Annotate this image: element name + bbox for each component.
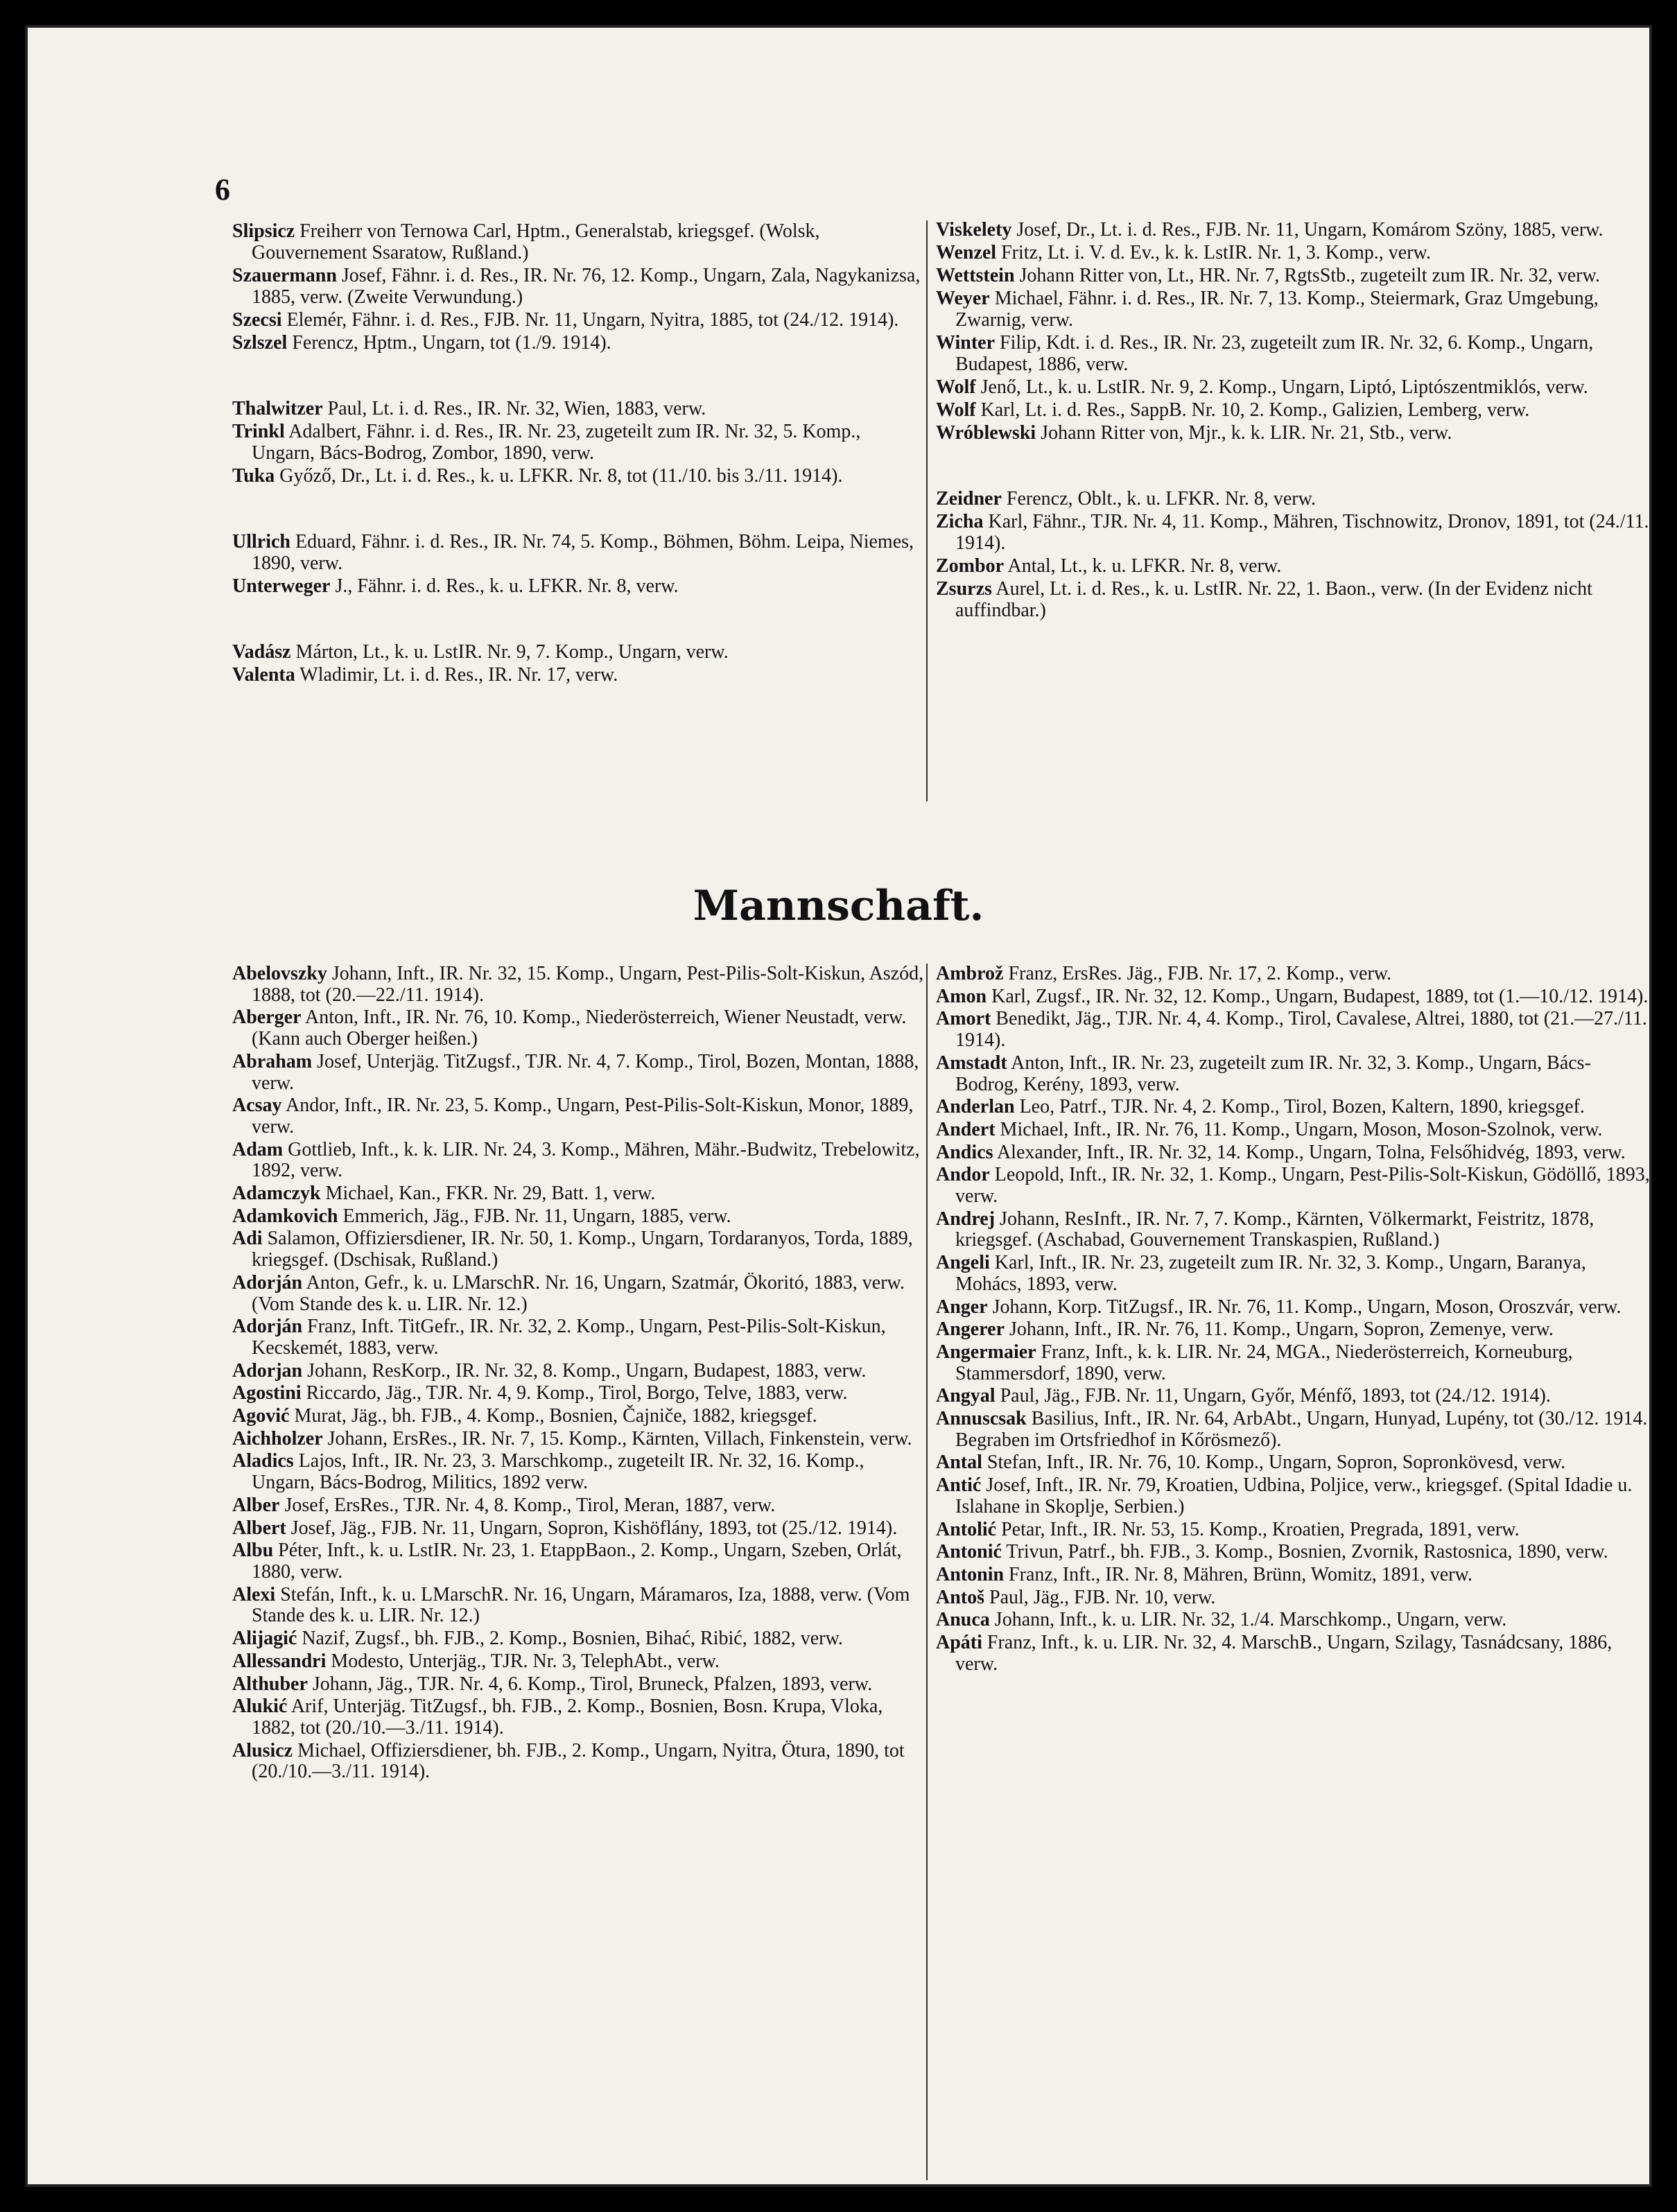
- list-entry: [936, 265, 1650, 286]
- list-entry: [936, 1097, 1650, 1118]
- list-entry: [936, 1120, 1650, 1141]
- entry-surname: Aladics: [232, 1450, 294, 1472]
- entry-details: Freiherr von Ternowa Carl, Hptm., Generalstab, kriegsgef. (Wolsk, Gouvernement Ssaratow, Rußland.): [252, 220, 820, 263]
- list-entry: [936, 1209, 1650, 1251]
- list-entry: [936, 1542, 1650, 1563]
- list-entry: [936, 555, 1650, 577]
- entry-details: Ferencz, Oblt., k. u. LFKR. Nr. 8, verw.: [1006, 488, 1317, 510]
- list-entry: [936, 399, 1650, 421]
- entry-surname: Annuscsak: [936, 1408, 1027, 1430]
- entry-details: Johann, Korp. TitZugsf., IR. Nr. 76, 11. Komp., Ungarn, Moson, Oroszvár, verw.: [992, 1296, 1622, 1318]
- entry-surname: Adorján: [232, 1316, 303, 1338]
- list-entry: [936, 1253, 1650, 1295]
- entry-surname: Ambrož: [936, 963, 1004, 984]
- entry-surname: Szecsi: [232, 309, 282, 331]
- entry-details: Franz, Inft., IR. Nr. 8, Mähren, Brünn, Womitz, 1891, verw.: [1009, 1563, 1472, 1585]
- list-entry: [936, 1386, 1650, 1407]
- entry-details: Anton, Gefr., k. u. LMarschR. Nr. 16, Ungarn, Szatmár, Ökoritó, 1883, verw. (Vom Stande des k. u. LIR. Nr. 12.): [252, 1271, 905, 1315]
- entry-details: Nazif, Zugsf., bh. FJB., 2. Komp., Bosnien, Bihać, Ribić, 1882, verw.: [302, 1628, 843, 1650]
- entry-surname: Winter: [936, 332, 996, 354]
- entry-details: Adalbert, Fähnr. i. d. Res., IR. Nr. 23, zugeteilt zum IR. Nr. 32, 5. Komp., Ungarn, Bács-Bodrog, Zombor, 1890, verw.: [252, 421, 861, 464]
- entry-surname: Abelovszky: [232, 963, 327, 984]
- list-entry: [232, 1228, 926, 1271]
- entry-surname: Viskelety: [936, 219, 1012, 241]
- list-entry: [232, 1628, 926, 1650]
- list-entry: [232, 1518, 926, 1540]
- group-spacer: [232, 488, 926, 531]
- entry-surname: Andor: [936, 1164, 990, 1186]
- list-entry: [936, 511, 1650, 554]
- entry-surname: Antić: [936, 1474, 982, 1497]
- list-entry: [936, 1475, 1650, 1517]
- list-entry: [936, 1610, 1650, 1631]
- list-entry: [232, 1095, 926, 1138]
- list-entry: [936, 1142, 1650, 1164]
- entry-surname: Alijagić: [232, 1628, 297, 1650]
- entry-details: Franz, Inft. TitGefr., IR. Nr. 32, 2. Komp., Ungarn, Pest-Pilis-Solt-Kiskun, Kecskemét, 1883, verw.: [252, 1316, 886, 1359]
- entry-details: Salamon, Offiziersdiener, IR. Nr. 50, 1. Komp., Ungarn, Tordaranyos, Torda, 1889, kriegsgef. (Dschisak, Rußland.): [252, 1228, 913, 1271]
- entry-details: Michael, Inft., IR. Nr. 76, 11. Komp., Ungarn, Moson, Moson-Szolnok, verw.: [1000, 1118, 1603, 1140]
- entry-details: Josef, Unterjäg. TitZugsf., TJR. Nr. 4, 7. Komp., Tirol, Bozen, Montan, 1888, verw.: [252, 1050, 919, 1094]
- list-entry: [232, 1183, 926, 1205]
- entry-surname: Amstadt: [936, 1052, 1007, 1074]
- entry-details: Anton, Inft., IR. Nr. 76, 10. Komp., Niederösterreich, Wiener Neustadt, verw. (Kann auch Oberger heißen.): [252, 1007, 907, 1050]
- entry-surname: Valenta: [232, 664, 295, 686]
- list-entry: [232, 421, 926, 464]
- entry-details: Emmerich, Jäg., FJB. Nr. 11, Ungarn, 1885, verw.: [342, 1205, 731, 1227]
- list-entry: [232, 531, 926, 574]
- entry-details: Alexander, Inft., IR. Nr. 32, 14. Komp., Ungarn, Tolna, Felsőhidvég, 1893, verw.: [996, 1141, 1626, 1163]
- list-entry: [936, 986, 1650, 1008]
- list-entry: [232, 641, 926, 663]
- entry-details: Johann, Inft., IR. Nr. 32, 15. Komp., Ungarn, Pest-Pilis-Solt-Kiskun, Aszód, 1888, tot (20.—22./11. 1914).: [252, 963, 924, 1006]
- entry-details: Eduard, Fähnr. i. d. Res., IR. Nr. 74, 5. Komp., Böhmen, Böhm. Leipa, Niemes, 1890, verw.: [252, 531, 914, 574]
- entry-surname: Anuca: [936, 1609, 990, 1631]
- list-entry: [936, 288, 1650, 331]
- entry-surname: Adam: [232, 1138, 284, 1160]
- entry-surname: Wenzel: [936, 242, 997, 263]
- list-entry: [232, 1007, 926, 1050]
- entry-details: Antal, Lt., k. u. LFKR. Nr. 8, verw.: [1007, 555, 1282, 577]
- entry-surname: Andrej: [936, 1208, 996, 1230]
- list-entry: [232, 1495, 926, 1517]
- list-entry: [936, 1565, 1650, 1586]
- entry-surname: Adorjan: [232, 1359, 303, 1382]
- column-divider-top: [926, 220, 928, 801]
- entry-surname: Wettstein: [936, 265, 1015, 286]
- entry-details: Josef, Fähnr. i. d. Res., IR. Nr. 76, 12. Komp., Ungarn, Zala, Nagykanizsa, 1885, verw. (Zweite Verwundung.): [252, 265, 921, 308]
- list-entry: [232, 265, 926, 308]
- entry-details: Josef, Inft., IR. Nr. 79, Kroatien, Udbina, Poljice, verw., kriegsgef. (Spital Idadie u. Islahane in Skoplje, Serbien.): [955, 1474, 1633, 1517]
- entry-surname: Adamkovich: [232, 1205, 338, 1227]
- entry-surname: Wróblewski: [936, 422, 1036, 444]
- list-entry: [232, 664, 926, 686]
- entry-surname: Agostini: [232, 1382, 302, 1404]
- document-page: [28, 28, 1649, 2184]
- entry-surname: Tuka: [232, 465, 275, 487]
- entry-surname: Angyal: [936, 1385, 996, 1407]
- entry-surname: Zsurzs: [936, 578, 992, 600]
- entry-details: Paul, Jäg., FJB. Nr. 11, Ungarn, Győr, Ménfő, 1893, tot (24./12. 1914).: [1000, 1385, 1551, 1407]
- entry-details: Jenő, Lt., k. u. LstIR. Nr. 9, 2. Komp., Ungarn, Liptó, Liptószentmiklós, verw.: [980, 376, 1588, 398]
- entry-surname: Aberger: [232, 1007, 302, 1029]
- entry-details: Michael, Kan., FKR. Nr. 29, Batt. 1, verw.: [325, 1183, 656, 1205]
- entry-surname: Angerer: [936, 1318, 1005, 1341]
- page-number: 6: [215, 173, 230, 207]
- entry-details: Stefan, Inft., IR. Nr. 76, 10. Komp., Ungarn, Sopron, Sopronkövesd, verw.: [987, 1452, 1566, 1474]
- entry-details: Franz, ErsRes. Jäg., FJB. Nr. 17, 2. Komp., verw.: [1008, 963, 1392, 984]
- entry-surname: Antal: [936, 1452, 982, 1474]
- entry-details: Elemér, Fähnr. i. d. Res., FJB. Nr. 11, Ungarn, Nyitra, 1885, tot (24./12. 1914).: [286, 309, 899, 331]
- entry-surname: Thalwitzer: [232, 398, 323, 419]
- list-entry: [232, 1451, 926, 1493]
- entry-details: Arif, Unterjäg. TitZugsf., bh. FJB., 2. Komp., Bosnien, Bosn. Krupa, Vloka, 1882, tot (20./10.—3./11. 1914).: [252, 1696, 883, 1739]
- list-entry: [232, 964, 926, 1006]
- list-entry: [232, 1429, 926, 1450]
- list-entry: [232, 465, 926, 487]
- list-entry: [936, 1165, 1650, 1207]
- entry-surname: Albu: [232, 1540, 274, 1562]
- entry-details: Trivun, Patrf., bh. FJB., 3. Komp., Bosnien, Zvornik, Rastosnica, 1890, verw.: [1006, 1541, 1608, 1563]
- entry-details: Johann, Inft., k. u. LIR. Nr. 32, 1./4. Marschkomp., Ungarn, verw.: [994, 1609, 1507, 1631]
- list-entry: [936, 242, 1650, 263]
- entry-surname: Antonić: [936, 1541, 1002, 1563]
- entry-details: Johann, Inft., IR. Nr. 76, 11. Komp., Ungarn, Sopron, Zemenye, verw.: [1009, 1318, 1554, 1341]
- entry-surname: Zeidner: [936, 488, 1002, 510]
- list-entry: [232, 1696, 926, 1739]
- group-spacer: [232, 598, 926, 641]
- entry-surname: Althuber: [232, 1673, 308, 1695]
- list-entry: [936, 1452, 1650, 1474]
- entry-surname: Unterweger: [232, 575, 331, 597]
- entry-details: Johann Ritter von, Mjr., k. k. LIR. Nr. 21, Stb., verw.: [1041, 422, 1452, 444]
- entry-details: Karl, Lt. i. d. Res., SappB. Nr. 10, 2. Komp., Galizien, Lemberg, verw.: [980, 399, 1530, 421]
- list-entry: [936, 219, 1650, 241]
- entry-details: Johann, ResKorp., IR. Nr. 32, 8. Komp., Ungarn, Budapest, 1883, verw.: [307, 1359, 867, 1382]
- entry-surname: Wolf: [936, 376, 976, 398]
- entry-details: J., Fähnr. i. d. Res., k. u. LFKR. Nr. 8, verw.: [335, 575, 679, 597]
- crew-column-left: [232, 964, 926, 1784]
- entry-surname: Adi: [232, 1228, 263, 1250]
- entry-surname: Trinkl: [232, 421, 285, 442]
- entry-details: Wladimir, Lt. i. d. Res., IR. Nr. 17, verw.: [299, 664, 618, 686]
- list-entry: [232, 1316, 926, 1359]
- list-entry: [936, 1587, 1650, 1609]
- entry-details: Petar, Inft., IR. Nr. 53, 15. Komp., Kroatien, Pregrada, 1891, verw.: [1001, 1518, 1520, 1540]
- entry-surname: Antolić: [936, 1518, 997, 1540]
- entry-details: Leopold, Inft., IR. Nr. 32, 1. Komp., Ungarn, Pest-Pilis-Solt-Kiskun, Gödöllő, 1893, verw.: [955, 1164, 1650, 1208]
- column-divider-bottom: [926, 964, 928, 2180]
- entry-details: Péter, Inft., k. u. LstIR. Nr. 23, 1. EtappBaon., 2. Komp., Ungarn, Szeben, Orlát, 1880, verw.: [252, 1540, 902, 1583]
- entry-details: Benedikt, Jäg., TJR. Nr. 4, 4. Komp., Tirol, Cavalese, Altrei, 1880, tot (21.—27./11. 1914).: [955, 1008, 1647, 1052]
- list-entry: [232, 332, 926, 354]
- list-entry: [232, 1674, 926, 1696]
- entry-details: Josef, ErsRes., TJR. Nr. 4, 8. Komp., Tirol, Meran, 1887, verw.: [284, 1494, 776, 1516]
- entry-surname: Antonin: [936, 1563, 1005, 1585]
- entry-surname: Zicha: [936, 511, 984, 532]
- list-entry: [936, 1053, 1650, 1095]
- entry-surname: Zombor: [936, 555, 1004, 577]
- list-entry: [936, 332, 1650, 375]
- entry-surname: Angeli: [936, 1252, 990, 1274]
- entry-details: Franz, Inft., k. u. LIR. Nr. 32, 4. MarschB., Ungarn, Szilagy, Tasnádcsany, 1886, verw.: [955, 1632, 1613, 1675]
- entry-surname: Angermaier: [936, 1341, 1036, 1363]
- entry-surname: Aichholzer: [232, 1427, 323, 1449]
- list-entry: [936, 1409, 1650, 1451]
- entry-surname: Antoš: [936, 1586, 985, 1608]
- entry-details: Franz, Inft., k. k. LIR. Nr. 24, MGA., Niederösterreich, Korneuburg, Stammersdorf, 1890, verw.: [955, 1341, 1573, 1384]
- entry-surname: Alukić: [232, 1696, 288, 1718]
- list-entry: [936, 376, 1650, 398]
- entry-surname: Wolf: [936, 399, 976, 421]
- entry-details: Basilius, Inft., IR. Nr. 64, ArbAbt., Ungarn, Hunyad, Lupény, tot (30./12. 1914. Begraben im Ortsfriedhof in Kőrösmező).: [955, 1408, 1648, 1451]
- entry-details: Filip, Kdt. i. d. Res., IR. Nr. 23, zugeteilt zum IR. Nr. 32, 6. Komp., Ungarn, Budapest, 1886, verw.: [955, 332, 1594, 375]
- list-entry: [936, 1519, 1650, 1541]
- crew-column-right: [936, 964, 1650, 1677]
- list-entry: [936, 1319, 1650, 1341]
- list-entry: [936, 1342, 1650, 1384]
- entry-details: Johann Ritter von, Lt., HR. Nr. 7, RgtsStb., zugeteilt zum IR. Nr. 32, verw.: [1019, 265, 1600, 286]
- list-entry: [232, 309, 926, 331]
- entry-details: Michael, Offiziersdiener, bh. FJB., 2. Komp., Ungarn, Nyitra, Ötura, 1890, tot (20./10.—3./11. 1914).: [252, 1739, 905, 1783]
- list-entry: [232, 1383, 926, 1404]
- entry-surname: Ullrich: [232, 531, 290, 552]
- entry-details: Andor, Inft., IR. Nr. 23, 5. Komp., Ungarn, Pest-Pilis-Solt-Kiskun, Monor, 1889, verw.: [252, 1095, 914, 1138]
- entry-surname: Albert: [232, 1517, 286, 1539]
- list-entry: [232, 1651, 926, 1673]
- entry-surname: Anger: [936, 1296, 988, 1318]
- entry-details: Paul, Lt. i. d. Res., IR. Nr. 32, Wien, 1883, verw.: [327, 398, 706, 419]
- list-entry: [936, 1009, 1650, 1051]
- entry-details: Aurel, Lt. i. d. Res., k. u. LstIR. Nr. 22, 1. Baon., verw. (In der Evidenz nicht auffindbar.): [955, 578, 1592, 621]
- list-entry: [232, 1140, 926, 1182]
- list-entry: [936, 964, 1650, 985]
- entry-details: Modesto, Unterjäg., TJR. Nr. 3, TelephAbt., verw.: [331, 1650, 720, 1672]
- entry-details: Leo, Patrf., TJR. Nr. 4, 2. Komp., Tirol, Bozen, Kaltern, 1890, kriegsgef.: [1019, 1096, 1585, 1118]
- entry-details: Paul, Jäg., FJB. Nr. 10, verw.: [989, 1586, 1216, 1608]
- entry-surname: Abraham: [232, 1050, 313, 1072]
- entry-details: Karl, Inft., IR. Nr. 23, zugeteilt zum IR. Nr. 32, 3. Komp., Ungarn, Baranya, Mohács, 1893, verw.: [955, 1252, 1586, 1295]
- list-entry: [232, 1406, 926, 1427]
- entry-details: Johann, ResInft., IR. Nr. 7, 7. Komp., Kärnten, Völkermarkt, Feistritz, 1878, kriegsgef. (Aschabad, Gouvernement Transkaspien, Rußland.): [955, 1208, 1595, 1251]
- officers-column-right: [936, 219, 1650, 622]
- entry-details: Josef, Jäg., FJB. Nr. 11, Ungarn, Sopron, Kishöflány, 1893, tot (25./12. 1914).: [290, 1517, 898, 1539]
- entry-surname: Amon: [936, 985, 987, 1007]
- entry-details: Stefán, Inft., k. u. LMarschR. Nr. 16, Ungarn, Máramaros, Iza, 1888, verw. (Vom Stande des k. u. LIR. Nr. 12.): [252, 1583, 910, 1627]
- entry-details: Márton, Lt., k. u. LstIR. Nr. 9, 7. Komp., Ungarn, verw.: [295, 641, 729, 663]
- list-entry: [232, 1540, 926, 1583]
- entry-surname: Alusicz: [232, 1739, 293, 1761]
- entry-details: Karl, Zugsf., IR. Nr. 32, 12. Komp., Ungarn, Budapest, 1889, tot (1.—10./12. 1914).: [991, 985, 1649, 1007]
- entry-details: Győző, Dr., Lt. i. d. Res., k. u. LFKR. Nr. 8, tot (11./10. bis 3./11. 1914).: [279, 465, 843, 487]
- list-entry: [936, 1632, 1650, 1675]
- list-entry: [936, 422, 1650, 444]
- officers-column-left: [232, 220, 926, 687]
- entry-details: Michael, Fähnr. i. d. Res., IR. Nr. 7, 13. Komp., Steiermark, Graz Umgebung, Zwarnig, verw.: [955, 288, 1599, 331]
- entry-surname: Amort: [936, 1008, 991, 1030]
- entry-surname: Acsay: [232, 1095, 282, 1117]
- list-entry: [232, 1585, 926, 1627]
- list-entry: [232, 575, 926, 597]
- entry-surname: Adamczyk: [232, 1183, 321, 1205]
- list-entry: [232, 1273, 926, 1315]
- list-entry: [232, 1052, 926, 1094]
- list-entry: [936, 488, 1650, 510]
- entry-surname: Szlszel: [232, 332, 288, 354]
- section-heading: Mannschaft.: [693, 882, 984, 930]
- entry-details: Gottlieb, Inft., k. k. LIR. Nr. 24, 3. Komp., Mähren, Mähr.-Budwitz, Trebelowitz, 1892, verw.: [252, 1138, 920, 1182]
- entry-details: Josef, Dr., Lt. i. d. Res., FJB. Nr. 11, Ungarn, Komárom Szöny, 1885, verw.: [1016, 219, 1604, 241]
- list-entry: [936, 1297, 1650, 1318]
- entry-surname: Adorján: [232, 1271, 303, 1294]
- list-entry: [232, 1741, 926, 1783]
- entry-details: Murat, Jäg., bh. FJB., 4. Komp., Bosnien, Čajniče, 1882, kriegsgef.: [294, 1405, 817, 1427]
- entry-surname: Alber: [232, 1494, 280, 1516]
- group-spacer: [936, 445, 1650, 488]
- entry-surname: Weyer: [936, 288, 990, 309]
- group-spacer: [232, 355, 926, 398]
- list-entry: [232, 398, 926, 419]
- entry-details: Karl, Fähnr., TJR. Nr. 4, 11. Komp., Mähren, Tischnowitz, Dronov, 1891, tot (24./11. 1914).: [955, 511, 1649, 554]
- entry-details: Johann, Jäg., TJR. Nr. 4, 6. Komp., Tirol, Bruneck, Pfalzen, 1893, verw.: [312, 1673, 873, 1695]
- list-entry: [232, 1361, 926, 1382]
- entry-surname: Slipsicz: [232, 220, 295, 242]
- entry-surname: Andert: [936, 1118, 996, 1140]
- entry-surname: Vadász: [232, 641, 291, 663]
- entry-surname: Alexi: [232, 1583, 276, 1605]
- list-entry: [936, 578, 1650, 621]
- entry-details: Lajos, Inft., IR. Nr. 23, 3. Marschkomp., zugeteilt IR. Nr. 32, 16. Komp., Ungarn, Bács-Bodrog, Militics, 1892 verw.: [252, 1450, 864, 1494]
- entry-surname: Allessandri: [232, 1650, 327, 1672]
- entry-details: Fritz, Lt. i. V. d. Ev., k. k. LstIR. Nr. 1, 3. Komp., verw.: [1001, 242, 1431, 263]
- entry-details: Johann, ErsRes., IR. Nr. 7, 15. Komp., Kärnten, Villach, Finkenstein, verw.: [327, 1427, 912, 1449]
- entry-surname: Andics: [936, 1141, 993, 1163]
- entry-surname: Szauermann: [232, 265, 337, 286]
- list-entry: [232, 1206, 926, 1228]
- entry-surname: Apáti: [936, 1632, 982, 1654]
- entry-details: Riccardo, Jäg., TJR. Nr. 4, 9. Komp., Tirol, Borgo, Telve, 1883, verw.: [306, 1382, 848, 1404]
- entry-surname: Agović: [232, 1405, 290, 1427]
- list-entry: [232, 220, 926, 263]
- entry-details: Ferencz, Hptm., Ungarn, tot (1./9. 1914).: [292, 332, 611, 354]
- entry-details: Anton, Inft., IR. Nr. 23, zugeteilt zum IR. Nr. 32, 3. Komp., Ungarn, Bács-Bodrog, Kerény, 1893, verw.: [955, 1052, 1591, 1095]
- entry-surname: Anderlan: [936, 1096, 1015, 1118]
